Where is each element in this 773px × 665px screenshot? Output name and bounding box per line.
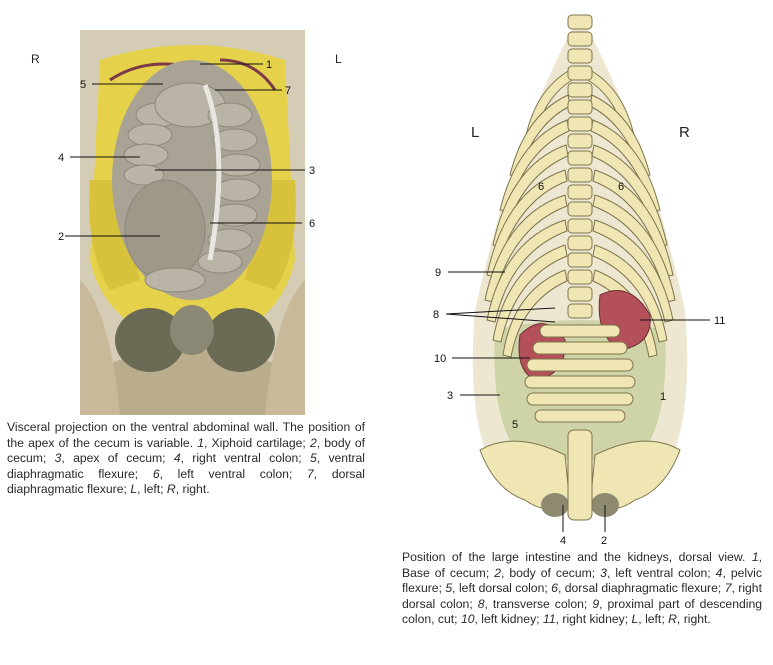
left-label-4: 4 bbox=[58, 152, 65, 164]
left-label-1: 1 bbox=[266, 59, 273, 71]
left-figure-side-r: R bbox=[31, 52, 40, 66]
left-label-2: 2 bbox=[58, 231, 65, 243]
left-figure-side-l: L bbox=[335, 52, 342, 66]
left-caption-intro: Visceral projection on the ventral abdominal wall. The position of the apex of the cecum is variable. bbox=[7, 420, 365, 450]
right-label-10: 10 bbox=[434, 353, 447, 365]
right-label-5: 5 bbox=[512, 419, 519, 431]
left-label-6: 6 bbox=[309, 218, 316, 230]
right-figure-side-r: R bbox=[679, 124, 690, 141]
right-label-6-right: 6 bbox=[618, 181, 625, 193]
right-label-6-left: 6 bbox=[538, 181, 545, 193]
right-figure-caption: Position of the large intestine and the kidneys, dorsal view. 1, Base of cecum; 2, body of cecum; 3, left ventral colon; 4, pelvic flexure; 5, left dorsal colon; 6, dorsal diaphragmatic flexure; 7, right dorsal colon; 8, transverse colon; 9, proximal part of descending colon, cut; 10, left kidney; 11, right kidney; L, left; R, right. bbox=[402, 550, 763, 626]
right-label-1: 1 bbox=[660, 391, 667, 403]
right-label-4: 4 bbox=[560, 535, 567, 547]
right-label-8: 8 bbox=[433, 309, 440, 321]
left-label-3: 3 bbox=[309, 165, 316, 177]
left-label-5: 5 bbox=[80, 79, 87, 91]
right-caption-intro: Position of the large intestine and the kidneys, dorsal view. bbox=[402, 550, 746, 564]
right-label-11: 11 bbox=[714, 315, 726, 327]
right-label-2: 2 bbox=[601, 535, 608, 547]
right-label-3: 3 bbox=[447, 390, 454, 402]
left-figure-caption: Visceral projection on the ventral abdominal wall. The position of the apex of the cecum is variable. 1, Xiphoid cartilage; 2, body of cecum; 3, apex of cecum; 4, right ventral colon; 5, ventral diaphragmatic flexure; 6, left ventral colon; 7, dorsal diaphragmatic flexure; L, left; R, right. bbox=[7, 420, 366, 496]
right-label-9: 9 bbox=[435, 267, 442, 279]
left-label-7: 7 bbox=[285, 85, 292, 97]
right-figure-side-l: L bbox=[471, 124, 480, 141]
